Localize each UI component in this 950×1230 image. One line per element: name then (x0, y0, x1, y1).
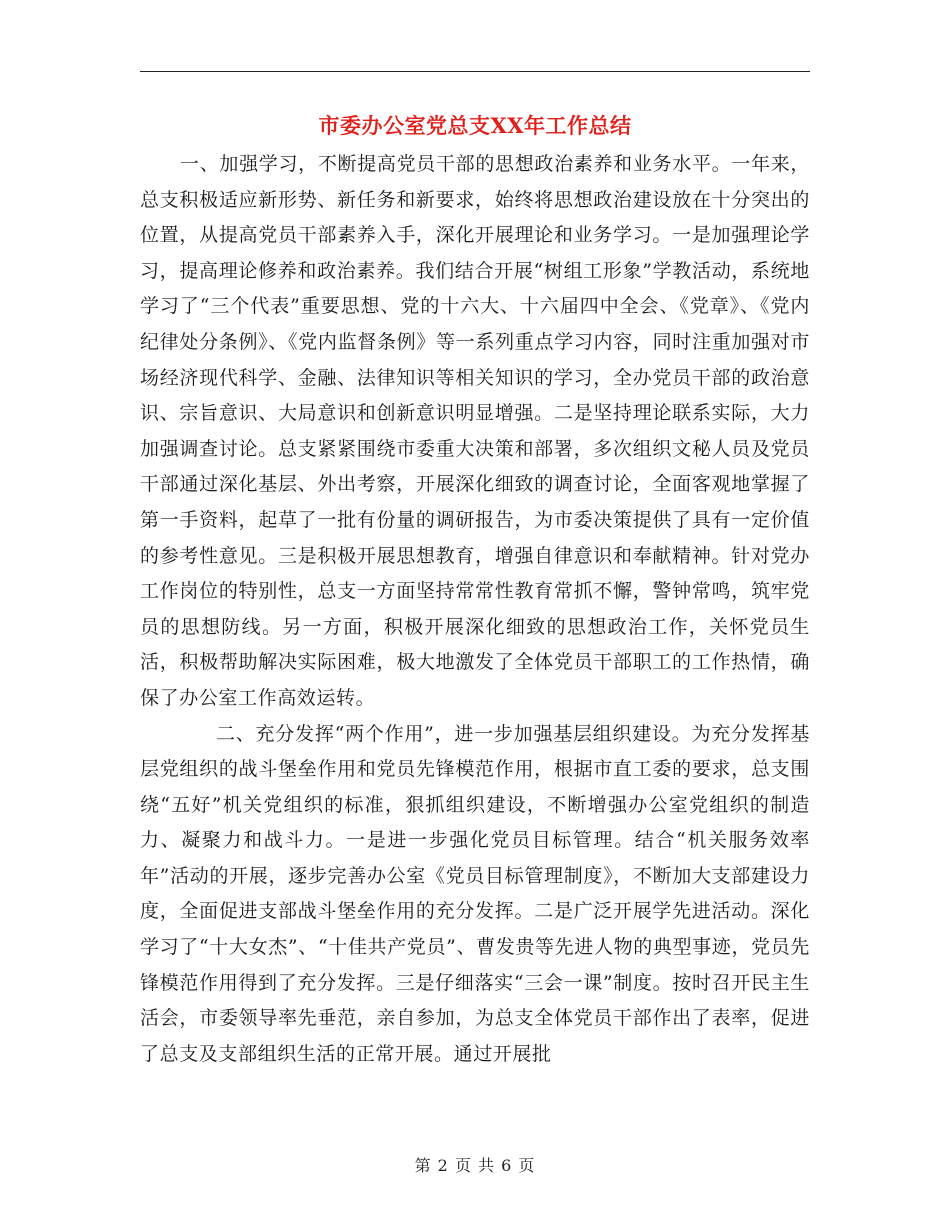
document-body (140, 147, 810, 1072)
document-title: 市委办公室党总支XX年工作总结 (318, 113, 632, 138)
page-footer (0, 1153, 950, 1176)
paragraph-2: 二、充分发挥“两个作用”，进一步加强基层组织建设。为充分发挥基层党组织的战斗堡垒作用和党员先锋模范作用，根据市直工委的要求，总支围绕“五好”机关党组织的标准，狠抓组织建设，不断增强办公室党组织的制造力、凝聚力和战斗力。一是进一步强化党员目标管理。结合“机关服务效率年”活动的开展，逐步完善办公室《党员目标管理制度》，不断加大支部建设力度，全面促进支部战斗堡垒作用的充分发挥。二是广泛开展学先进活动。深化学习了“十大女杰”、“十佳共产党员”、曹发贵等先进人物的典型事迹，党员先锋模范作用得到了充分发挥。三是仔细落实“三会一课”制度。按时召开民主生活会，市委领导率先垂范，亲自参加，为总支全体党员干部作出了表率，促进了总支及支部组织生活的正常开展。通过开展批 (140, 722, 810, 1065)
page-number-label: 第 2 页 共 6 页 (414, 1156, 536, 1175)
paragraph-1: 一、加强学习，不断提高党员干部的思想政治素养和业务水平。一年来，总支积极适应新形势、新任务和新要求，始终将思想政治建设放在十分突出的位置，从提高党员干部素养入手，深化开展理论和业务学习。一是加强理论学习，提高理论修养和政治素养。我们结合开展“树组工形象”学教活动，系统地学习了“三个代表”重要思想、党的十六大、十六届四中全会、《党章》、《党内纪律处分条例》、《党内监督条例》等一系列重点学习内容，同时注重加强对市场经济现代科学、金融、法律知识等相关知识的学习，全办党员干部的政治意识、宗旨意识、大局意识和创新意识明显增强。二是坚持理论联系实际，大力加强调查讨论。总支紧紧围绕市委重大决策和部署，多次组织文秘人员及党员干部通过深化基层、外出考察，开展深化细致的调查讨论，全面客观地掌握了第一手资料，起草了一批有份量的调研报告，为市委决策提供了具有一定价值的参考性意见。三是积极开展思想教育，增强自律意识和奉献精神。针对党办工作岗位的特别性，总支一方面坚持常常性教育常抓不懈，警钟常鸣，筑牢党员的思想防线。另一方面，积极开展深化细致的思想政治工作，关怀党员生活，积极帮助解决实际困难，极大地激发了全体党员干部职工的工作热情，确保了办公室工作高效运转。 (140, 153, 810, 709)
header-rule (140, 71, 810, 72)
